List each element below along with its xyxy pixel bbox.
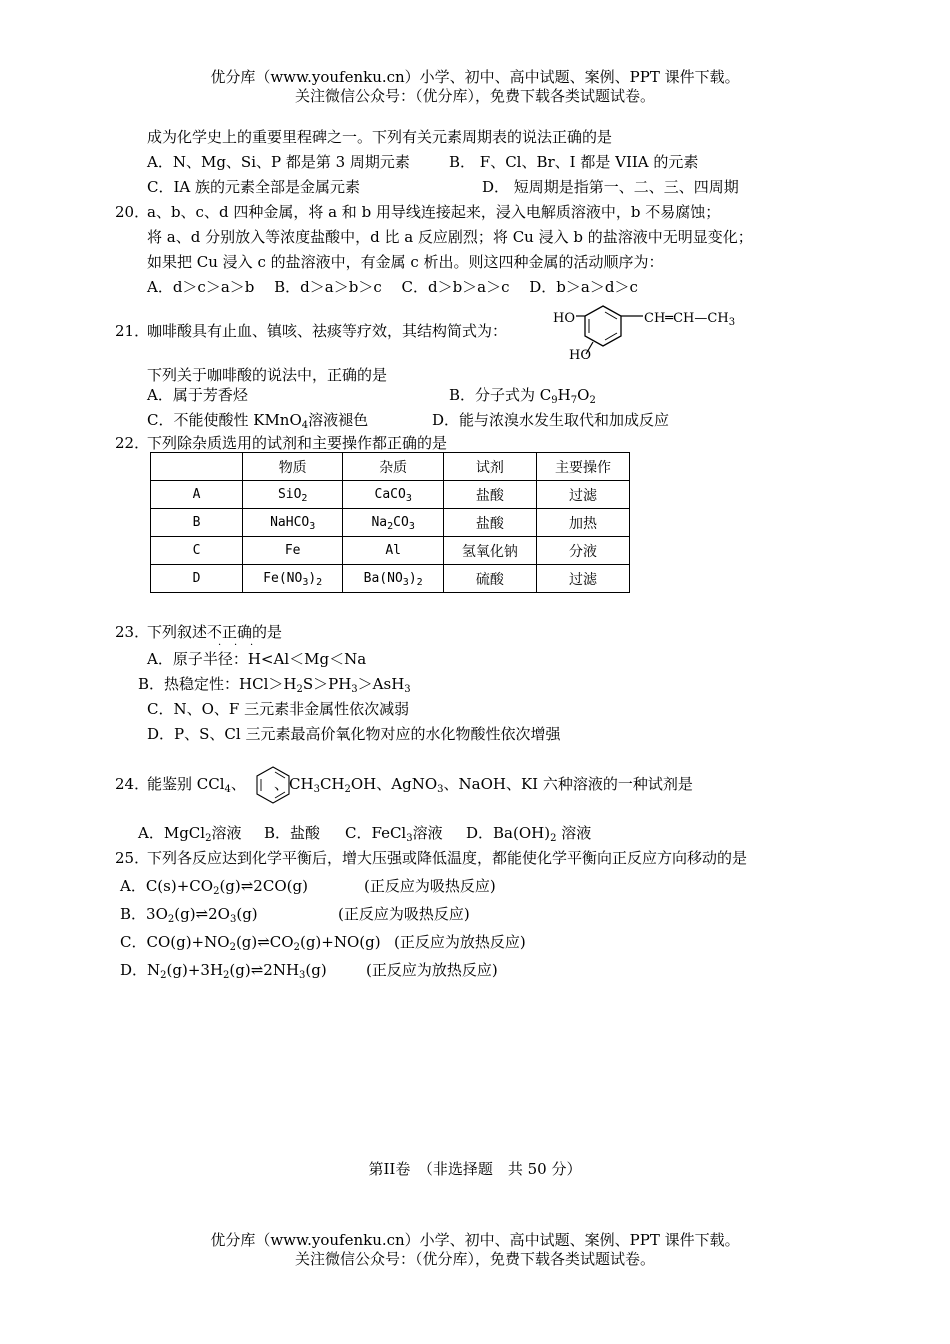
q25-option-c: C．$CO(g)+NO_2(g)\rightleftharpoons CO_2(g)+NO(g)$ <box>120 933 381 953</box>
q23-option-d: D．P、S、Cl 三元素最高价氧化物对应的水化物酸性依次增强 <box>147 725 561 743</box>
operation-cell: 分液 <box>536 537 629 565</box>
table-row <box>151 481 630 509</box>
q23-option-c: C．N、O、F 三元素非金属性依次减弱 <box>147 700 410 718</box>
substance-cell: SiO$_2$ <box>242 481 342 509</box>
header-cell: 试剂 <box>443 453 536 481</box>
substance-cell: $Fe(NO_3)_2$ <box>242 565 342 593</box>
struct-side-chain: $CH═CH—CH_3$ <box>644 311 736 328</box>
q25-option-a: A．$C(s)+CO_2(g)\rightleftharpoons 2CO(g)$ <box>120 877 308 897</box>
header-line-1: 优分库（www.youfenku.cn）小学、初中、高中试题、案例、PPT 课件下载。 <box>210 68 740 86</box>
q25-number: 25． <box>115 849 150 867</box>
header-cell: 主要操作 <box>536 453 629 481</box>
row-label: D <box>151 565 243 593</box>
q21-number: 21． <box>115 322 150 340</box>
footer-line-1: 优分库（www.youfenku.cn）小学、初中、高中试题、案例、PPT 课件下载。 <box>210 1231 740 1249</box>
q20-number: 20． <box>115 203 150 221</box>
q25-option-d-note: (正反应为放热反应) <box>366 961 498 979</box>
header-cell <box>151 453 243 481</box>
q24-option-a: A．MgCl$_2$溶液 <box>138 824 242 844</box>
purification-table <box>150 452 630 593</box>
q24-option-b: B．盐酸 <box>264 824 321 842</box>
impurity-cell: CaCO$_3$ <box>343 481 443 509</box>
q21-option-d: D．能与浓溴水发生取代和加成反应 <box>432 411 670 429</box>
q25-option-b-note: (正反应为吸热反应) <box>338 905 470 923</box>
emphasis-dot: · <box>250 640 254 651</box>
reagent-cell: 氢氧化钠 <box>443 537 536 565</box>
q19-option-b: B． F、Cl、Br、I 都是 VIIA 的元素 <box>449 153 699 171</box>
header-line-2: 关注微信公众号：（优分库），免费下载各类试题试卷。 <box>294 87 655 105</box>
table-header-row <box>151 453 630 481</box>
row-label: A <box>151 481 243 509</box>
q25-stem: 下列各反应达到化学平衡后，增大压强或降低温度，都能使化学平衡向正反应方向移动的是 <box>147 849 748 867</box>
q21-ask: 下列关于咖啡酸的说法中，正确的是 <box>147 366 388 384</box>
q25-option-a-note: (正反应为吸热反应) <box>364 877 496 895</box>
q23-stem: 下列叙述不正确的是 <box>147 623 283 641</box>
q21-option-c: C．不能使酸性 KMnO$_4$溶液褪色 <box>147 411 369 431</box>
q21-option-a: A．属于芳香烃 <box>147 386 248 404</box>
q22-number: 22． <box>115 434 150 452</box>
q25-option-b: B．$3O_2(g)\rightleftharpoons 2O_3(g)$ <box>120 905 258 925</box>
operation-cell: 过滤 <box>536 481 629 509</box>
operation-cell: 加热 <box>536 509 629 537</box>
q20-line-2: 将 a、d 分别放入等浓度盐酸中，d 比 a 反应剧烈；将 Cu 浸入 b 的盐溶液中无明显变化； <box>147 228 753 246</box>
q20-line-1: a、b、c、d 四种金属，将 a 和 b 用导线连接起来，浸入电解质溶液中，b 不易腐蚀； <box>147 203 721 221</box>
emphasis-dot: · <box>218 640 222 651</box>
table-row <box>151 537 630 565</box>
q25-option-c-note: (正反应为放热反应) <box>394 933 526 951</box>
operation-cell: 过滤 <box>536 565 629 593</box>
reagent-cell: 盐酸 <box>443 509 536 537</box>
substance-cell: Fe <box>242 537 342 565</box>
q20-line-3: 如果把 Cu 浸入 c 的盐溶液中，有金属 c 析出。则这四种金属的活动顺序为： <box>147 253 664 271</box>
q23-option-b: B．热稳定性：$HCl>H_2S>PH_3>AsH_3$ <box>138 675 411 695</box>
row-label: B <box>151 509 243 537</box>
reagent-cell: 硫酸 <box>443 565 536 593</box>
q19-stem: 成为化学史上的重要里程碑之一。下列有关元素周期表的说法正确的是 <box>147 128 613 146</box>
q21-option-b: B．分子式为 $C_9H_7O_2$ <box>449 386 596 406</box>
q25-option-d: D．$N_2(g)+3H_2(g)\rightleftharpoons 2NH_3(g)$ <box>120 961 327 981</box>
impurity-cell: $Ba(NO_3)_2$ <box>343 565 443 593</box>
q19-option-c: C．IA 族的元素全部是金属元素 <box>147 178 361 196</box>
q19-option-d: D． 短周期是指第一、二、三、四周期 <box>482 178 739 196</box>
table-row <box>151 509 630 537</box>
q24-option-c: C．FeCl$_3$溶液 <box>345 824 443 844</box>
header-cell: 物质 <box>242 453 342 481</box>
q24-number: 24． <box>115 775 150 793</box>
q24-stem-end: 、$CH_3CH_2OH$、AgNO$_3$、NaOH、KI 六种溶液的一种试剂是 <box>274 775 693 795</box>
q23-number: 23． <box>115 623 150 641</box>
q24-stem-start: 能鉴别 CCl$_4$、 <box>147 775 246 795</box>
q23-option-a: A．原子半径：H<Al＜Mg＜Na <box>147 650 367 668</box>
section-title: 第II卷 （非选择题 共 50 分） <box>368 1160 582 1178</box>
substance-cell: NaHCO$_3$ <box>242 509 342 537</box>
struct-ho-top: HO <box>553 311 575 326</box>
q21-stem: 咖啡酸具有止血、镇咳、祛痰等疗效，其结构简式为： <box>147 322 508 340</box>
reagent-cell: 盐酸 <box>443 481 536 509</box>
table-row <box>151 565 630 593</box>
q19-option-a: A．N、Mg、Si、P 都是第 3 周期元素 <box>147 153 410 171</box>
q22-stem: 下列除杂质选用的试剂和主要操作都正确的是 <box>147 434 448 452</box>
row-label: C <box>151 537 243 565</box>
emphasis-dot: · <box>234 640 238 651</box>
impurity-cell: Al <box>343 537 443 565</box>
q24-option-d: D．$Ba(OH)_2$ 溶液 <box>466 824 592 844</box>
impurity-cell: $Na_2CO_3$ <box>343 509 443 537</box>
struct-ho-bottom: HO <box>569 348 591 363</box>
footer-line-2: 关注微信公众号：（优分库），免费下载各类试题试卷。 <box>294 1250 655 1268</box>
q20-options: A．d＞c＞a＞b B．d＞a＞b＞c C．d＞b＞a＞c D．b＞a＞d＞c <box>147 278 638 296</box>
header-cell: 杂质 <box>343 453 443 481</box>
